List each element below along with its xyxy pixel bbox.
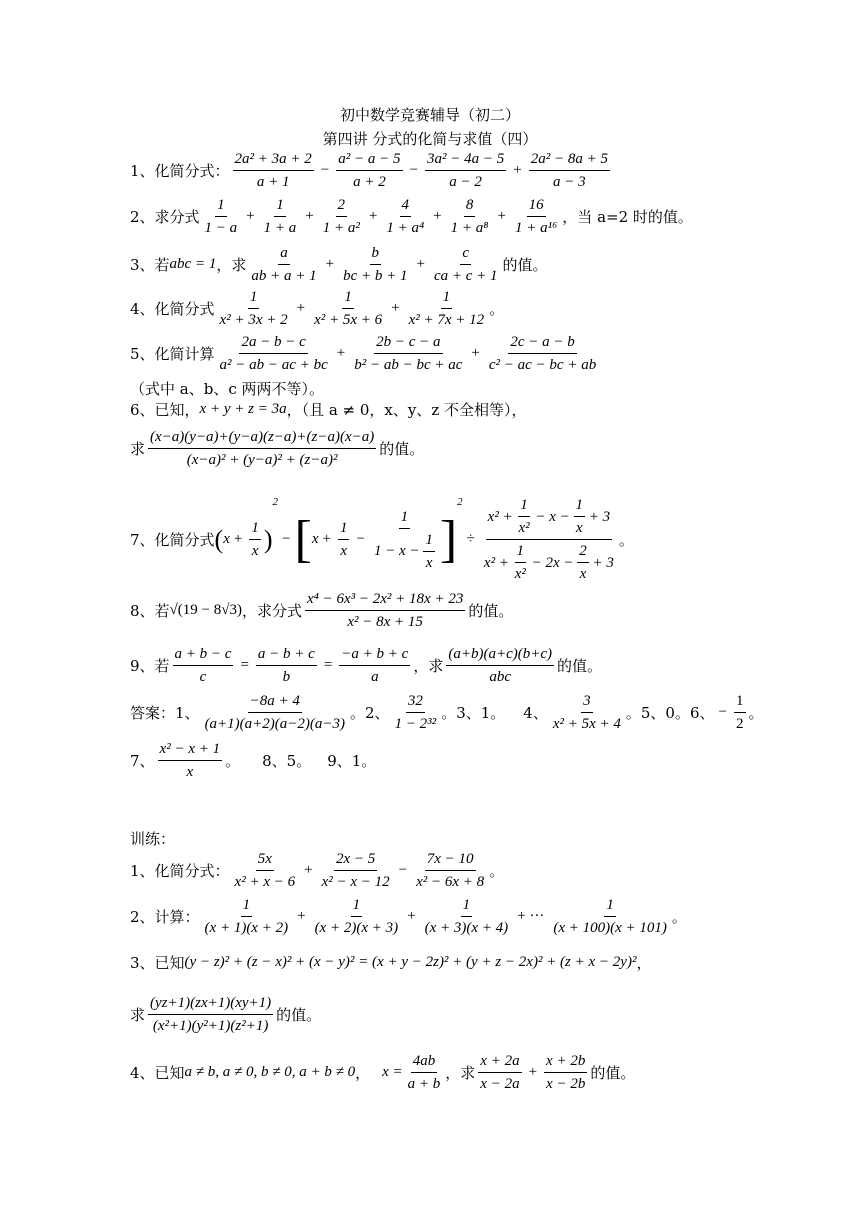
training-4-suffix: 的值。 (590, 1064, 636, 1082)
training-1-label: 1、化简分式： (130, 862, 230, 880)
training-4-label: 4、已知 (130, 1064, 185, 1082)
problem-2-label: 2、求分式 (130, 208, 200, 226)
training-4-x-def: x = (382, 1064, 403, 1080)
problem-9: 9、若 $\frac{a + b - c}{c}$ = $\frac{a - b + c}{b}$ = $\frac{-a + b + c}{a}$ ，求 $\frac{(a+b)(a+c)(b+c)}{\text{abc}}$ 的值。 (130, 646, 603, 685)
problem-9-numerator: (a+b)(a+c)(b+c) (446, 645, 554, 666)
problem-6-suffix: 的值。 (379, 440, 425, 458)
answer-7-numerator: x² − x + 1 (158, 740, 223, 761)
fraction: $\frac{\text{3a² − 4a − 5}}{a - 2}$ (426, 151, 505, 190)
answer-6-end: 。 (748, 704, 764, 722)
problem-5-label: 5、化简计算 (130, 345, 215, 363)
answer-6-sign: − (718, 704, 727, 720)
problem-4: 4、化简分式 $\frac{1}{\text{x² + 3x + 2}}$ + $\frac{1}{\text{x² + 5x + 6}}$ + $\frac{1}{\text{x² + 7x + 12}}$ 。 (130, 289, 505, 328)
problem-8-label: 8、若 (130, 602, 170, 620)
training-heading: 训练： (130, 830, 176, 848)
problem-3-label: 3、若 (130, 256, 170, 274)
training-3-numerator: (yz+1)(zx+1)(xy+1) (148, 994, 273, 1015)
problem-8-suffix: 的值。 (468, 602, 514, 620)
training-4-denominator-1: x − 2a (480, 1076, 520, 1092)
problem-9-suffix: 的值。 (557, 657, 603, 675)
problem-6-condition-note: ，（且 a ≠ 0，x、y、z 不全相等）， (286, 401, 527, 419)
problem-3-condition: abc = 1 (169, 256, 217, 272)
answer-7-label: 7、 (130, 752, 155, 770)
answer-2-label: 。2、 (350, 704, 390, 722)
problem-8-condition: √(19 − 8√3) (169, 602, 242, 618)
answer-3: 。3、1。 (441, 704, 506, 722)
problem-6-ask-label: 求 (130, 440, 146, 458)
problem-7-label: 7、化简分式 (130, 531, 215, 549)
lecture-subtitle: 第四讲 分式的化简与求值（四） (322, 130, 538, 148)
problem-6 (130, 399, 527, 420)
training-3-condition: (y − z)² + (z − x)² + (x − y)² = (x + y − 2z)² + (y + z − 2x)² + (z + x − 2y)² (184, 954, 637, 970)
problem-8-denominator: x² − 8x + 15 (347, 614, 423, 630)
training-4-ask: ，求 (445, 1064, 476, 1082)
problem-8 (130, 590, 513, 631)
answers-label: 答案： (130, 704, 176, 722)
training-4-x-numerator: 4ab (411, 1052, 438, 1073)
answer-4-denominator: x² + 5x + 4 (552, 716, 621, 732)
training-2-suffix: 。 (671, 908, 687, 926)
problem-2: 2、求分式 $\frac{1}{1 - a}$ + $\frac{1}{1 + a}$ + $\frac{2}{\text{1 + a²}}$ + $\frac{4}{\text{1 + a⁴}}$ + $\frac{8}{\text{1 + a⁸}}$ + $\frac{16}{\text{1 + a¹⁶}}$ ，当 a=2 时的值。 (130, 197, 693, 236)
training-2-label: 2、计算： (130, 908, 200, 926)
training-3-ask (130, 994, 321, 1035)
training-3 (130, 952, 651, 973)
problem-5: 5、化简计算 $\frac{2a - b - c}{\text{a² − ab − ac + bc}}$ + $\frac{2b - c - a}{\text{b² − ab − bc + ac}}$ + $\frac{2c - a - b}{\text{c² − ac − bc + ab}}$ (130, 334, 597, 373)
problem-5-note-text: （式中 a、b、c 两两不等）。 (130, 380, 324, 398)
problem-2-suffix: ，当 a=2 时的值。 (562, 208, 693, 226)
problem-7: 7、化简分式 ( x + $\frac{1}{x}$ ) 2 − [ x + $\frac{1}{x}$ − 1 1 − x − $\frac{1}{x}$ ] 2 ÷ x² + $\frac{1}{\text{x²}}$ − x − $\frac{1}{x}$ + 3 x² + $\frac{1}{\text{x²}}$ − 2x − $\frac{2}{x}$ + 3 。 (130, 496, 634, 582)
training-3-condition-end: ， (636, 954, 652, 972)
answer-6-numerator: 1 (734, 692, 746, 713)
answer-8: 8、5。 (262, 752, 312, 770)
answer-5-6-label: 。5、0。6、 (625, 704, 715, 722)
problem-3: 3、若 abc = 1 ，求 $\frac{a}{ab + a + 1}$ + $\frac{b}{bc + b + 1}$ + $\frac{c}{ca + c + 1}$ 的值。 (130, 245, 548, 284)
training-4-denominator-2: x − 2b (546, 1076, 586, 1092)
problem-7-suffix: 。 (618, 531, 634, 549)
fraction: $\frac{\text{2a² + 3a + 2}}{a + 1}$ (234, 151, 312, 190)
document-title: 初中数学竞赛辅导（初二） (339, 106, 520, 124)
training-1-suffix: 。 (489, 862, 505, 880)
answer-1-numerator: −8a + 4 (248, 692, 302, 713)
problem-3-suffix: 的值。 (502, 256, 548, 274)
problem-4-label: 4、化简分式 (130, 300, 215, 318)
answer-6-denominator: 2 (736, 716, 744, 732)
training-4-separator: ， (355, 1064, 371, 1082)
training-4-condition: a ≠ b, a ≠ 0, b ≠ 0, a + b ≠ 0 (184, 1064, 356, 1080)
problem-6-ask (130, 428, 424, 469)
problem-1: 1、化简分式： $\frac{\text{2a² + 3a + 2}}{a + 1}$ − $\frac{\text{a² − a − 5}}{a + 2}$ − $\frac{\text{3a² − 4a − 5}}{a - 2}$ + $\frac{\text{2a² − 8a + 5}}{a - 3}$ (130, 151, 608, 190)
answer-2-denominator: 1 − 2³² (394, 716, 437, 732)
answer-9: 9、1。 (327, 752, 377, 770)
answer-1-denominator: (a+1)(a+2)(a−2)(a−3) (204, 716, 346, 732)
answer-4-label: 4、 (523, 704, 548, 722)
answer-7-denominator: x (186, 764, 194, 780)
problem-3-ask: ，求 (216, 256, 247, 274)
problem-6-numerator: (x−a)(y−a)+(y−a)(z−a)+(z−a)(x−a) (148, 428, 376, 449)
problem-6-label: 6、已知， (130, 401, 200, 419)
problem-5-note (130, 378, 324, 399)
answers-row-2 (130, 740, 376, 781)
answer-4-numerator: 3 (581, 692, 593, 713)
answers-row-1 (130, 692, 764, 733)
answer-2-numerator: 32 (406, 692, 425, 713)
problem-9-denominator: abc (489, 669, 511, 685)
training-2: 2、计算： $\frac{1}{(x + 1)(x + 2)}$ + $\frac{1}{(x + 2)(x + 3)}$ + $\frac{1}{(x + 3)(x + 4)}$ + ··· $\frac{1}{(x + 100)(x + 101)}$ 。 (130, 897, 687, 936)
problem-8-ask: ，求分式 (241, 602, 302, 620)
training-3-suffix: 的值。 (276, 1006, 322, 1024)
problem-4-suffix: 。 (489, 300, 505, 318)
answer-7-end: 。 (225, 752, 241, 770)
training-4: 4、已知 a ≠ b, a ≠ 0, b ≠ 0, a + b ≠ 0 ， x = $\frac{4ab}{a + b}$ ，求 $\frac{x + 2a}{x - 2a}$ + $\frac{x + 2b}{x - 2b}$ 的值。 (130, 1053, 636, 1092)
problem-9-label: 9、若 (130, 657, 170, 675)
training-3-denominator: (x²+1)(y²+1)(z²+1) (152, 1018, 269, 1034)
problem-6-condition: x + y + z = 3a (199, 401, 287, 417)
problem-9-ask: ，求 (413, 657, 444, 675)
fraction: $\frac{\text{a² − a − 5}}{a + 2}$ (338, 151, 401, 190)
training-4-x-denominator: a + b (407, 1076, 441, 1092)
training-4-numerator-2: x + 2b (544, 1052, 587, 1073)
training-4-numerator-1: x + 2a (478, 1052, 521, 1073)
fraction: $\frac{\text{2a² − 8a + 5}}{a - 3}$ (530, 151, 608, 190)
problem-6-denominator: (x−a)² + (y−a)² + (z−a)² (186, 452, 338, 468)
training-3-ask-label: 求 (130, 1006, 146, 1024)
answer-1-label: 1、 (175, 704, 200, 722)
problem-1-label: 1、化简分式： (130, 162, 230, 180)
training-3-label: 3、已知 (130, 954, 185, 972)
problem-8-numerator: x⁴ − 6x³ − 2x² + 18x + 23 (305, 590, 465, 611)
training-1: 1、化简分式： $\frac{5x}{\text{x² + x − 6}}$ + $\frac{2x - 5}{\text{x² − x − 12}}$ − $\frac{7x - 10}{\text{x² − 6x + 8}}$ 。 (130, 851, 505, 890)
